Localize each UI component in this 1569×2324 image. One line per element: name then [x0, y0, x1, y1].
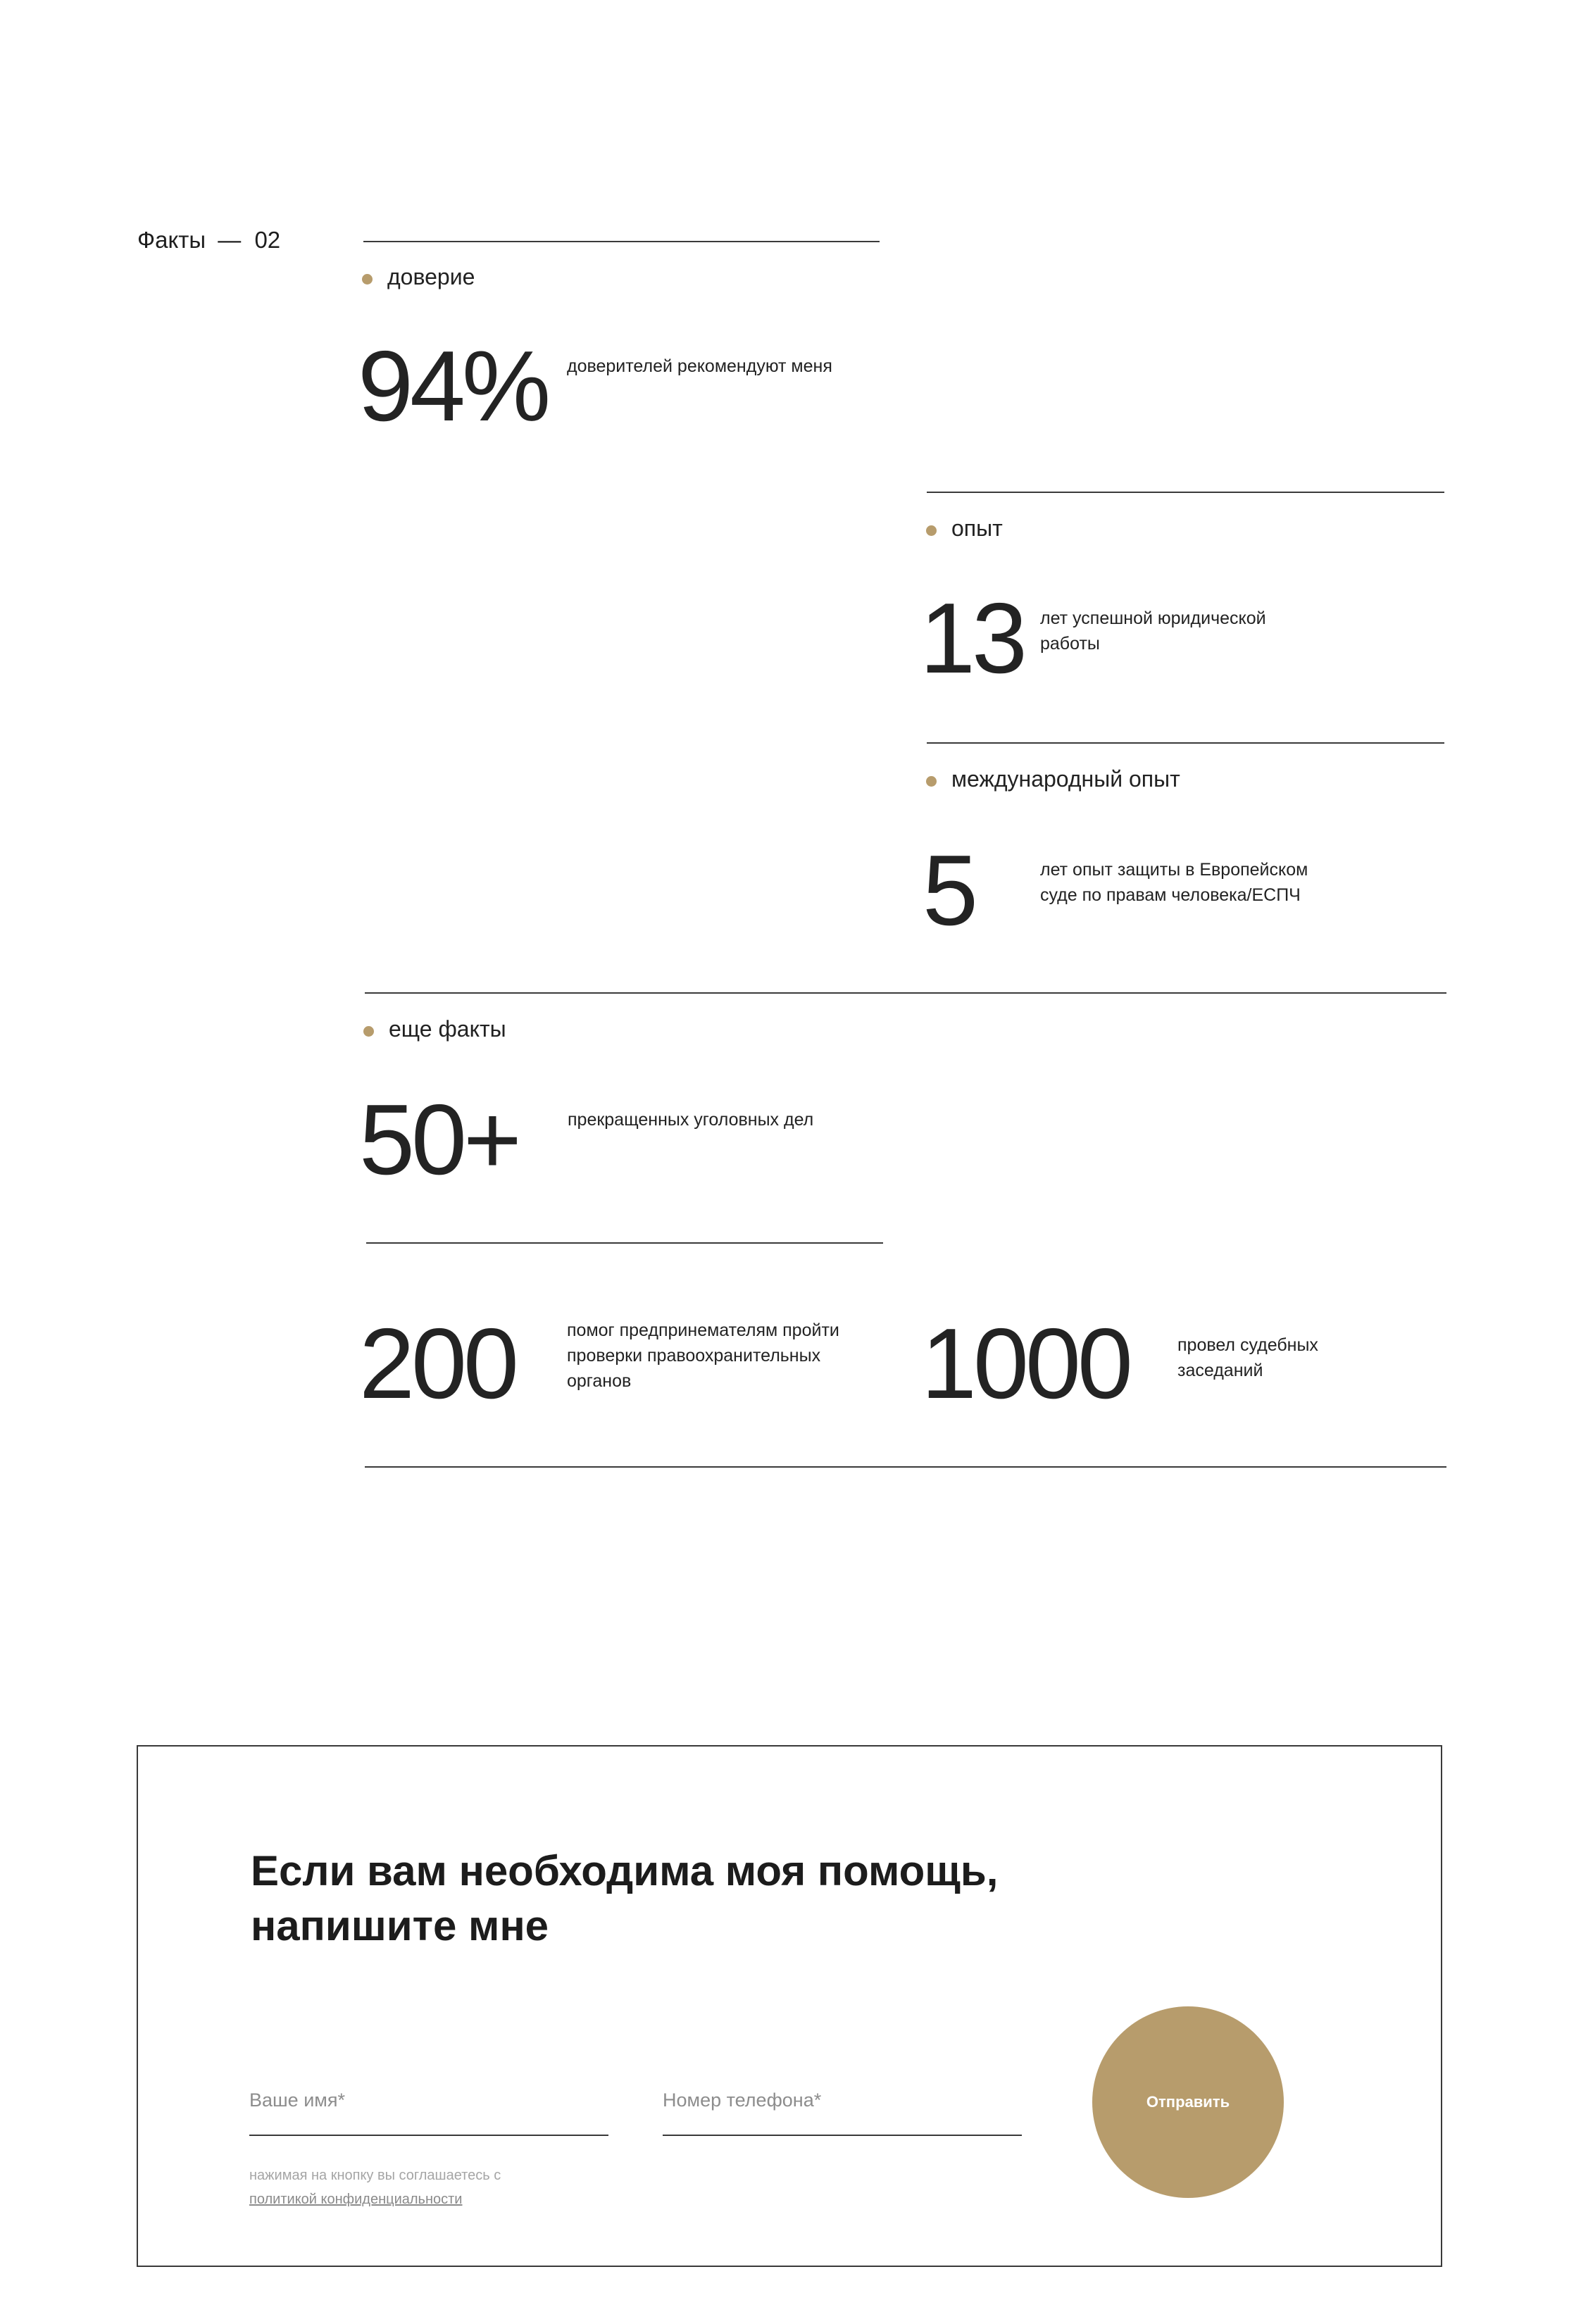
form-title: Если вам необходима моя помощь, напишите мне	[251, 1847, 999, 1949]
divider	[363, 241, 880, 242]
divider	[927, 742, 1444, 744]
phone-field	[663, 2074, 1022, 2136]
name-field	[249, 2074, 608, 2136]
bullet-dot	[363, 1026, 374, 1037]
divider	[927, 492, 1444, 493]
section-title: Факты	[137, 227, 206, 253]
bullet-dot	[362, 274, 373, 285]
divider	[365, 992, 1446, 994]
fact-category-experience: опыт	[951, 516, 1003, 541]
fact-value-checks: 200	[359, 1308, 515, 1420]
name-input[interactable]	[249, 2074, 608, 2111]
fact-category-trust: доверие	[387, 264, 475, 289]
section-label	[137, 227, 280, 254]
fact-value-hearings: 1000	[921, 1308, 1130, 1420]
fact-description-experience: лет успешной юридической работы	[1040, 608, 1266, 654]
section-dash: —	[218, 227, 242, 253]
submit-button[interactable]: Отправить	[1092, 2006, 1284, 2198]
fact-value-experience: 13	[920, 582, 1024, 694]
bullet-dot	[926, 776, 937, 787]
agreement-note	[249, 2163, 672, 2211]
section-number: 02	[254, 227, 281, 253]
divider	[366, 1242, 883, 1244]
fact-category-more: еще факты	[389, 1016, 506, 1042]
fact-description-more: прекращенных уголовных дел	[568, 1110, 814, 1130]
fact-description-international: лет опыт защиты в Европейском суде по правам человека/ЕСПЧ	[1040, 860, 1308, 905]
agreement-text: нажимая на кнопку вы соглашаетесь с	[249, 2168, 501, 2183]
fact-value-trust: 94%	[358, 330, 548, 442]
fact-description-hearings: провел судебных заседаний	[1177, 1335, 1318, 1380]
fact-description-checks: помог предпринемателям пройти проверки правоохранительных органов	[567, 1320, 839, 1391]
phone-input[interactable]	[663, 2074, 1022, 2111]
privacy-policy-link[interactable]: политикой конфиденциальности	[249, 2192, 463, 2207]
bullet-dot	[926, 525, 937, 536]
fact-description-trust: доверителей рекомендуют меня	[567, 356, 832, 376]
fact-value-international: 5	[923, 835, 975, 947]
divider	[365, 1466, 1446, 1468]
fact-value-more: 50+	[359, 1084, 518, 1196]
fact-category-international: международный опыт	[951, 766, 1180, 792]
